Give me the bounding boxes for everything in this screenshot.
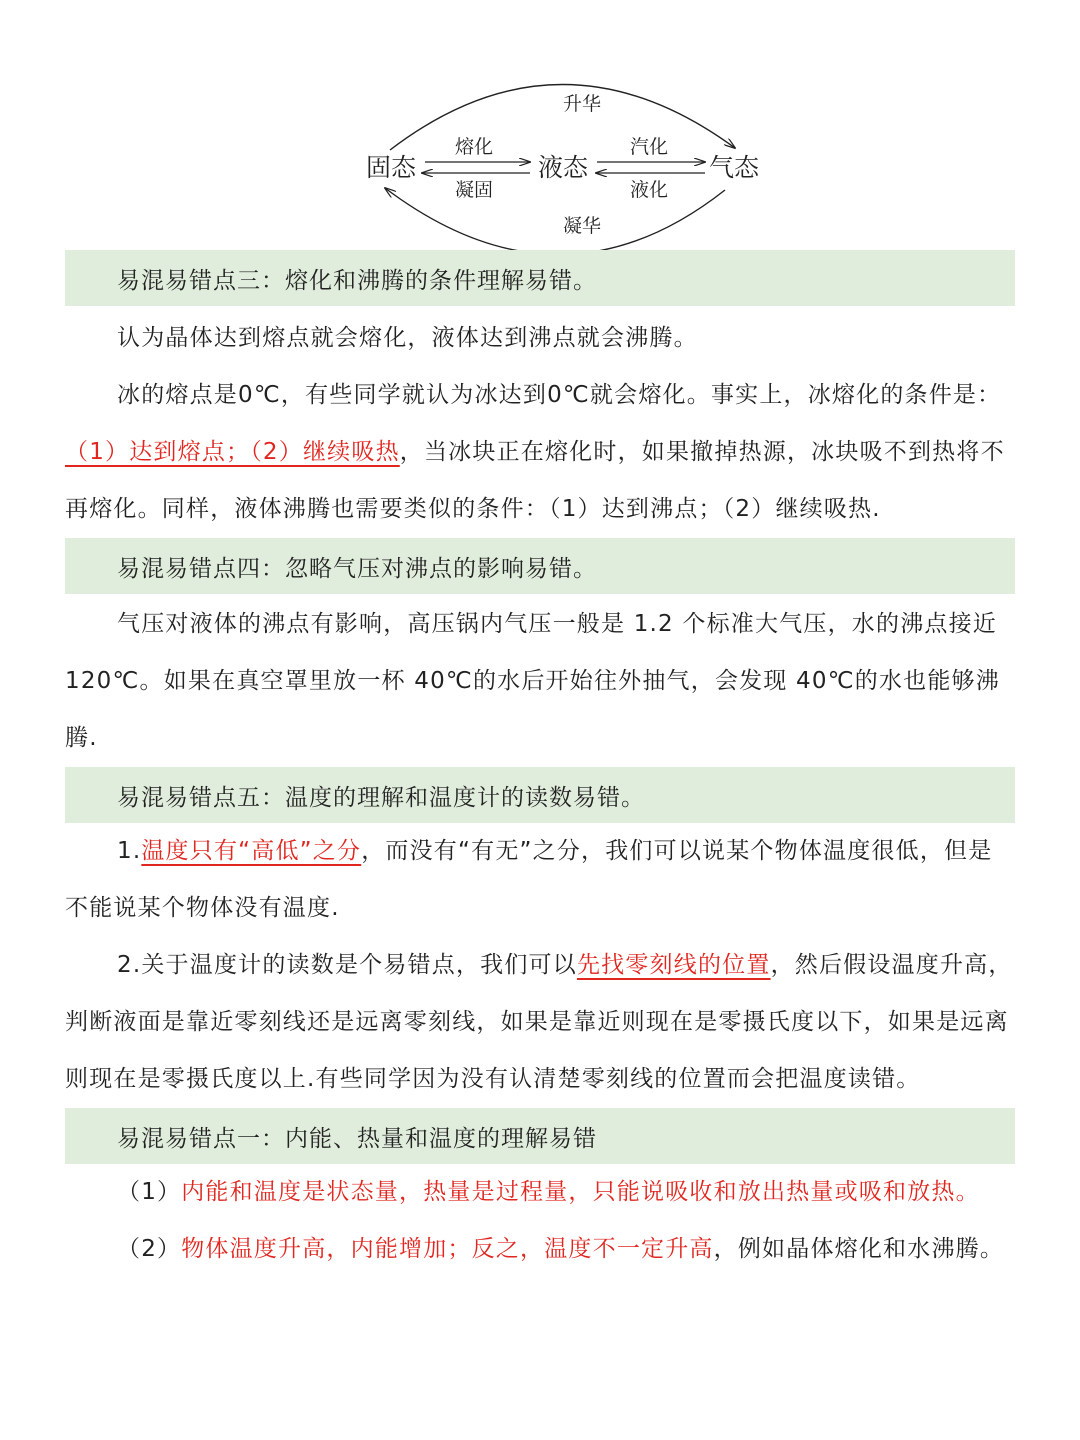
section1-item2-red: 物体温度升高，内能增加；反之，温度不一定升高 xyxy=(181,1236,714,1262)
section1-item1: （1）内能和温度是状态量，热量是过程量，只能说吸收和放出热量或吸和放热。 xyxy=(117,1179,980,1205)
state-gas: 气态 xyxy=(709,153,760,182)
label-vaporization: 汽化 xyxy=(630,136,669,158)
label-liquefaction: 液化 xyxy=(630,179,669,201)
section3-paragraph1: 认为晶体达到熔点就会熔化，液体达到沸点就会沸腾。 xyxy=(117,325,698,351)
section1-header: 易混易错点一：内能、热量和温度的理解易错 xyxy=(65,1108,1015,1164)
label-melting: 熔化 xyxy=(455,136,494,158)
content xyxy=(0,250,1080,1278)
state-liquid: 液态 xyxy=(538,153,589,182)
section1-item2: （2）物体温度升高，内能增加；反之，温度不一定升高，例如晶体熔化和水沸腾。 xyxy=(117,1236,1005,1262)
section5-paragraph2: 2.关于温度计的读数是个易错点，我们可以先找零刻线的位置，然后假设温度升高，判断液面是靠近零刻线还是远离零刻线，如果是靠近则现在是零摄氏度以下，如果是远离则现在是零摄氏度以上.有些同学因为没有认清楚零刻线的位置而会把温度读错。 xyxy=(65,952,1013,1092)
section4-header: 易混易错点四：忽略气压对沸点的影响易错。 xyxy=(65,538,1015,594)
label-deposition: 凝华 xyxy=(563,215,602,237)
label-solidification: 凝固 xyxy=(455,179,494,201)
deposition-arrow xyxy=(385,188,725,250)
label-sublimation: 升华 xyxy=(563,93,602,115)
section5-header: 易混易错点五：温度的理解和温度计的读数易错。 xyxy=(65,767,1015,823)
state-change-diagram xyxy=(0,0,1080,250)
section4-paragraph1: 气压对液体的沸点有影响，高压锅内气压一般是 1.2 个标准大气压，水的沸点接近 120℃。如果在真空罩里放一杯 40℃的水后开始往外抽气，会发现 40℃的水也能够沸腾. xyxy=(65,611,1000,751)
section3-paragraph2: 冰的熔点是0℃，有些同学就认为冰达到0℃就会熔化。事实上，冰熔化的条件是：（1）达到熔点；（2）继续吸热，当冰块正在熔化时，如果撤掉热源，冰块吸不到热将不再熔化。同样，液体沸腾也需要类似的条件：（1）达到沸点；（2）继续吸热. xyxy=(65,382,1005,522)
state-solid: 固态 xyxy=(366,153,417,182)
section1-item1-red: 内能和温度是状态量，热量是过程量，只能说吸收和放出热量或吸和放热。 xyxy=(181,1179,980,1205)
section5-red-highlight1: 温度只有“高低”之分 xyxy=(141,838,362,864)
section3-red-conditions: （1）达到熔点；（2）继续吸热 xyxy=(65,439,400,465)
section5-red-highlight2: 先找零刻线的位置 xyxy=(576,952,771,978)
section3-header: 易混易错点三：熔化和沸腾的条件理解易错。 xyxy=(65,250,1015,306)
section5-paragraph1: 1.温度只有“高低”之分，而没有“有无”之分，我们可以说某个物体温度很低，但是不能说某个物体没有温度. xyxy=(65,838,993,921)
